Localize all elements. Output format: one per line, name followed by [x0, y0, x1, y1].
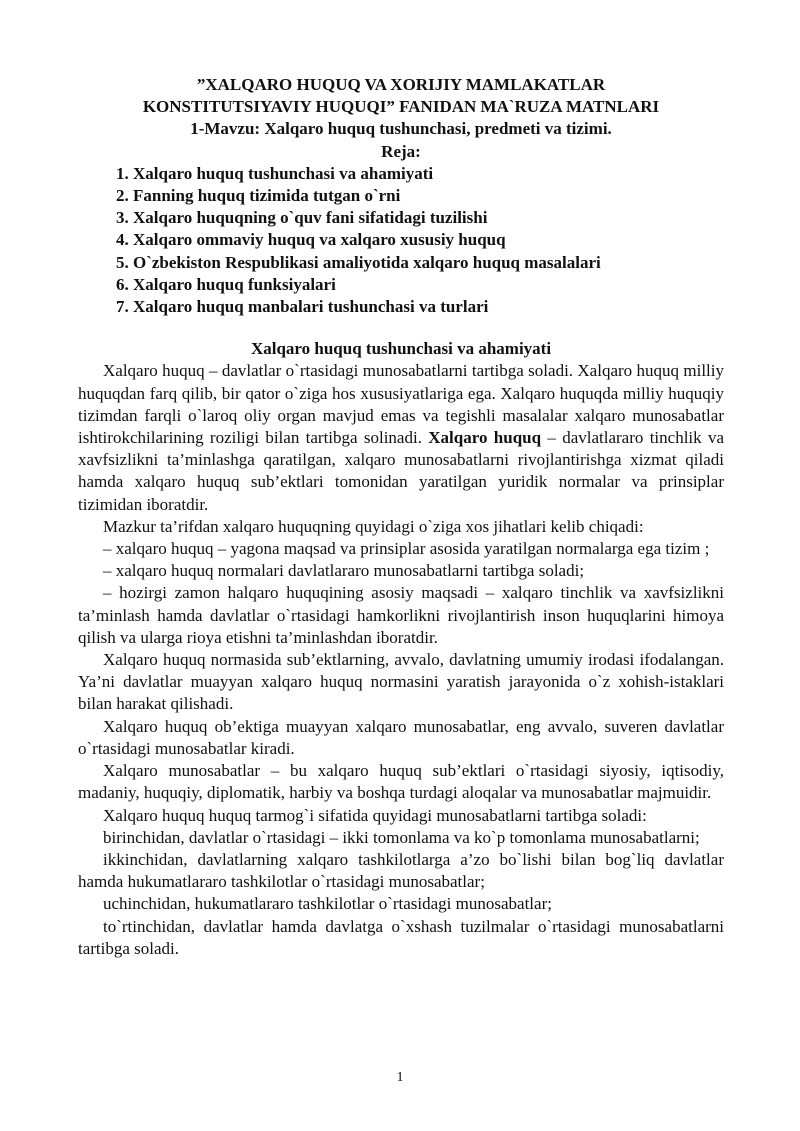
paragraph: birinchidan, davlatlar o`rtasidagi – ikki tomonlama va ko`p tomonlama munosabatlarni; [103, 827, 700, 847]
topic-title: 1-Mavzu: Xalqaro huquq tushunchasi, predmeti va tizimi. [190, 119, 612, 139]
paragraph-definition [78, 360, 724, 515]
plan-list [78, 163, 724, 318]
plan-item: 6. Xalqaro huquq funksiyalari [116, 274, 336, 294]
paragraph: – xalqaro huquq – yagona maqsad va prinsiplar asosida yaratilgan normalarga ega tizim ; [103, 539, 710, 559]
paragraph: Xalqaro huquq normasida sub’ektlarning, avvalo, davlatning umumiy irodasi ifodalangan. Ya’ni davlatlar muayyan xalqaro huquq normasini yaratish jarayonida o`z xohish-istaklari bilan harakat qilishadi. [78, 650, 724, 714]
document-title-line-2: KONSTITUTSIYAVIY HUQUQI” FANIDAN MA`RUZA MATNLARI [142, 97, 660, 117]
plan-item: 2. Fanning huquq tizimida tutgan o`rni [116, 186, 401, 206]
paragraph: Xalqaro munosabatlar – bu xalqaro huquq sub’ektlari o`rtasidagi siyosiy, iqtisodiy, madaniy, huquqiy, diplomatik, harbiy va boshqa turdagi aloqalar va munosabatlar majmuidir. [78, 761, 724, 803]
plan-item: 3. Xalqaro huquqning o`quv fani sifatidagi tuzilishi [116, 208, 488, 228]
paragraph: Mazkur ta’rifdan xalqaro huquqning quyidagi o`ziga xos jihatlari kelib chiqadi: [103, 516, 644, 536]
plan-item: 1. Xalqaro huquq tushunchasi va ahamiyati [116, 163, 434, 183]
definition-text: – davlatlararo tinchlik va xavfsizlikni ta’minlashga qaratilgan, xalqaro munosabatlarni rivojlantirishga xizmat qiladi hamda xalqaro huquq sub’ektlari tomonidan yaratilgan yuridik normalar va prinsiplar tizimidan iboratdir. [78, 428, 725, 514]
paragraph: – hozirgi zamon halqaro huquqining asosiy maqsadi – xalqaro tinchlik va xavfsizlikni ta’minlash hamda davlatlar o`rtasidagi hamkorlikni rivojlantirish inson huquqlarini himoya qilish va ularga rioya etishni ta’minlashdan iboratdir. [78, 583, 724, 647]
paragraph: ikkinchidan, davlatlarning xalqaro tashkilotlarga a’zo bo`lishi bilan bog`liq davlatlar hamda hukumatlararo tashkilotlar o`rtasidagi munosabatlar; [78, 849, 724, 892]
document-title-line-1: ”XALQARO HUQUQ VA XORIJIY MAMLAKATLAR [196, 75, 606, 94]
paragraph: – xalqaro huquq normalari davlatlararo munosabatlarni tartibga soladi; [103, 561, 585, 581]
document-page [78, 74, 724, 960]
plan-item: 7. Xalqaro huquq manbalari tushunchasi va turlari [116, 297, 489, 317]
plan-label: Reja: [381, 141, 421, 161]
paragraph-definition-intro: Xalqaro huquq – davlatlar o`rtasidagi munosabatlarni tartibga soladi. Xalqaro huquq milliy huquqdan farq qilib, bir qator o`ziga hos xususiyatlariga ega. Xalqaro huquqda milliy huquqiy tizimdan farqli o`laroq oliy organ mavjud emas va tegishli masalalar xalqaro munosabatlar ishtirokchilarining roziligi bilan tartibga solinadi. [78, 361, 724, 448]
page-number: 1 [396, 1070, 404, 1085]
definition-term: Xalqaro huquq [428, 428, 542, 448]
paragraph: to`rtinchidan, davlatlar hamda davlatga o`xshash tuzilmalar o`rtasidagi munosabatlarni tartibga soladi. [78, 916, 724, 958]
plan-item: 5. O`zbekiston Respublikasi amaliyotida xalqaro huquq masalalari [116, 252, 601, 272]
paragraph: uchinchidan, hukumatlararo tashkilotlar o`rtasidagi munosabatlar; [103, 894, 552, 914]
paragraph: Xalqaro huquq huquq tarmog`i sifatida quyidagi munosabatlarni tartibga soladi: [103, 805, 647, 825]
paragraph: Xalqaro huquq ob’ektiga muayyan xalqaro munosabatlar, eng avvalo, suveren davlatlar o`rtasidagi munosabatlar kiradi. [78, 716, 724, 758]
plan-item: 4. Xalqaro ommaviy huquq va xalqaro xususiy huquq [116, 230, 506, 250]
section-heading: Xalqaro huquq tushunchasi va ahamiyati [250, 339, 552, 359]
